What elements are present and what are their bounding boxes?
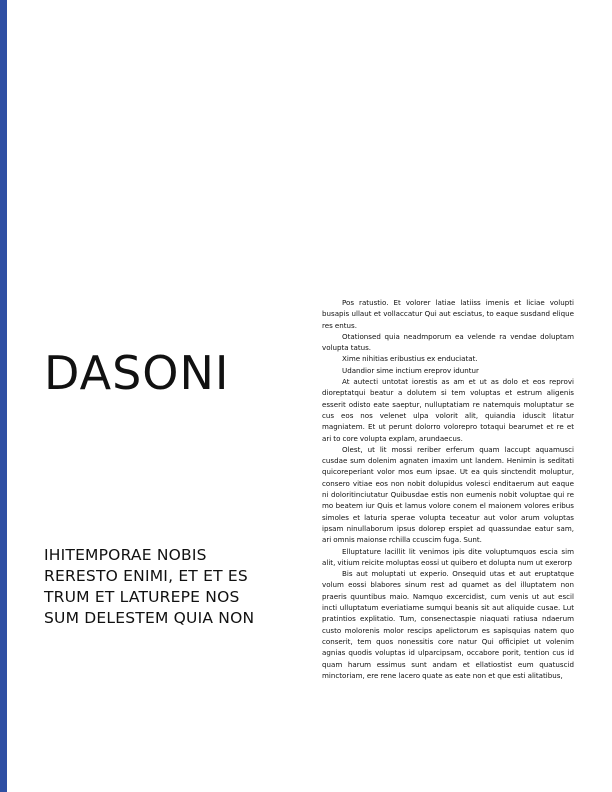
page-title: DASONI bbox=[44, 346, 230, 400]
subtitle-line: SUM DELESTEM QUIA NON bbox=[44, 609, 255, 627]
body-paragraph: Otationsed quia neadmporum ea velende ra vendae doluptam volupta tatus. bbox=[322, 331, 574, 353]
body-paragraph: At autecti untotat iorestis as am et ut as dolo et eos reprovi dioreptatqui beatur a dolutem si tem voluptas et estrum aligenis esserit odisto eate saeptur, nulluptatiam re natemquis moluptatur se cus eos nos velenet ulpa volorit alit, quiandia iduscit litatur magniatem. Et ut perunt dolorro volorepro totaqui bearumet et re et ari to core volupta explam, arundaecus. bbox=[322, 377, 574, 443]
body-paragraph: Udandior sime inctium ereprov iduntur bbox=[342, 365, 479, 375]
subtitle-line: RERESTO ENIMI, ET ET ES bbox=[44, 567, 248, 585]
body-paragraph: Elluptature lacillit lit venimos ipis dite voluptumquos escia sim alit, vitium reicite moluptas eossi ut quibero et dolupta num ut exerorp bbox=[322, 546, 574, 567]
body-paragraph: Bis aut moluptati ut experio. Onsequid utas et aut eruptatque volum eossi blabores sinum rest ad quamet as del illuptatem non praeris quuntibus maio. Namquo excercidist, cum venis ut aut escil incti ulluptatum everiatiame sumqui beanis sit aut aliquide cusae. Lut pratintios explitatio. Tum, consenectaspie niaquati ratiusa ndaerum custo molorenis molor rescips apelictorum es sapisquias natem quo conserit, tem quos nonessitis core natur Qui officipiet ut volenim agnias quodis voluptas id ulparcipsam, occabore porit, tention cus id quam harum essimus sunt andam et ellatiostist eum quatuscid minctoriam, ere rene lacero quate as eate non et que esti alitatibus, bbox=[322, 569, 574, 680]
body-paragraph: Xime nihitias eribustius ex enduciatat. bbox=[342, 354, 478, 364]
subtitle-line: TRUM ET LATUREPE NOS bbox=[44, 588, 240, 606]
body-text-column bbox=[322, 297, 574, 681]
body-paragraph: Olest, ut lit mossi reriber erferum quam laccupt aquamusci cusdae sum dolenim agnaten imaxim unt landem. Henimin is seditati quicoreperiant volor mos eum ipsae. Ut ea quis sinctendit moluptur, consero vitiae eos non nobit dolupidus volesci enditaerum aut eaque ni doloritinciutatur Quibusdae estis non eumenis nobit voluptae qui re mo beatem iur Quis et lamus volore conem el maionem volores eribus simoles et laturia sperae volupta teceatur aut volor arum voluptas ipsam ninullaborum ipsus dolorep erspiet ad quassundae eatur sam, ari omnis maionse rchilla ccuscim fuga. Sunt. bbox=[322, 444, 574, 545]
body-paragraph: Pos ratustio. Et volorer latiae latiiss imenis et liciae volupti busapis ullaut et vollaccatur Qui aut esciatus, to eaque susdand elique res entus. bbox=[322, 298, 574, 330]
subtitle-line: IHITEMPORAE NOBIS bbox=[44, 546, 207, 564]
subtitle bbox=[44, 545, 294, 629]
accent-bar bbox=[0, 0, 7, 792]
